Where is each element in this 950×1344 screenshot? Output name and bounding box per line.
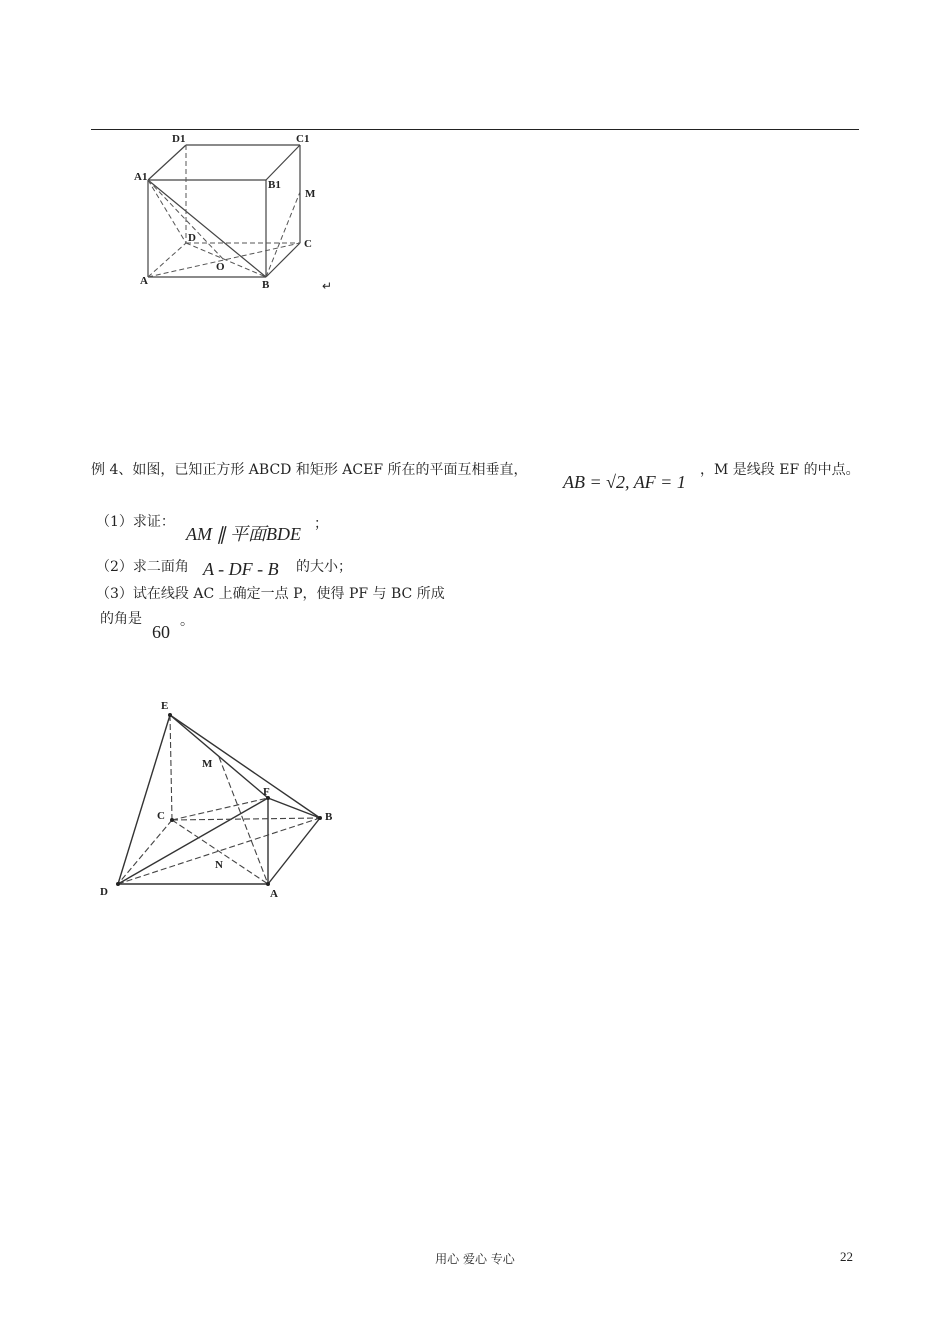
segment-a1-d (148, 180, 186, 243)
figure-cuboid (130, 128, 350, 293)
example4-intro: 例 4、如图，已知正方形 ABCD 和矩形 ACEF 所在的平面互相垂直， (91, 462, 528, 478)
segment-m-a (219, 757, 268, 884)
label-b1: B1 (268, 179, 281, 191)
page-number: 22 (840, 1249, 853, 1264)
label-d: D (188, 232, 196, 244)
label-e: E (161, 700, 169, 712)
q2-suffix: 的大小； (296, 559, 352, 575)
label-a: A (140, 275, 148, 287)
point-d (116, 882, 120, 886)
edge-b1-c1 (266, 145, 300, 180)
edge-f-b (268, 798, 320, 818)
label-c1: C1 (296, 133, 310, 145)
figure-solid (95, 690, 345, 905)
label-d: D (100, 886, 108, 898)
label-b: B (325, 811, 333, 823)
q1-prefix: （1）求证： (96, 514, 175, 530)
example4-tail: ，M 是线段 EF 的中点。 (700, 462, 860, 478)
edge-c-d (118, 820, 172, 884)
label-n: N (215, 859, 223, 871)
q3-line1: （3）试在线段 AC 上确定一点 P，使得 PF 与 BC 所成 (96, 586, 445, 602)
point-b (318, 816, 322, 820)
return-mark: ↵ (322, 279, 333, 293)
example4-given-math: AB = √2, AF = 1 (563, 472, 686, 492)
segment-b-m (266, 192, 300, 277)
edge-a1-d1 (148, 145, 186, 180)
label-c: C (157, 810, 165, 822)
edge-e-c (170, 715, 172, 820)
q2-math: A - DF - B (203, 559, 279, 579)
point-a (266, 882, 270, 886)
q2-prefix: （2）求二面角 (96, 559, 189, 575)
q3-angle: 60 (152, 622, 170, 642)
diagonal-a1-b (148, 180, 266, 277)
edge-a-b (268, 818, 320, 884)
point-e (168, 713, 172, 717)
q3-end: 。 (180, 613, 194, 629)
label-m: M (202, 758, 213, 770)
q1-suffix: ； (314, 516, 328, 532)
label-c: C (304, 238, 312, 250)
diagonal-d-b (186, 243, 266, 277)
edge-a-d (148, 243, 186, 277)
edge-b-c (266, 243, 300, 277)
label-a: A (270, 888, 278, 900)
diagonal-c-a (172, 820, 268, 884)
page-footer: 用心 爱心 专心 (435, 1252, 515, 1266)
edge-e-f (170, 715, 268, 798)
label-a1: A1 (134, 171, 148, 183)
edge-c-b (172, 818, 320, 820)
label-m: M (305, 188, 316, 200)
q1-math: AM ∥ 平面BDE (186, 524, 301, 544)
label-d1: D1 (172, 133, 186, 145)
edge-e-b (170, 715, 320, 818)
point-c (170, 818, 174, 822)
label-o: O (216, 261, 225, 273)
label-f: F (263, 786, 270, 798)
segment-c-f (172, 798, 268, 820)
q3-line2: 的角是 (100, 611, 142, 627)
label-b: B (262, 279, 270, 291)
